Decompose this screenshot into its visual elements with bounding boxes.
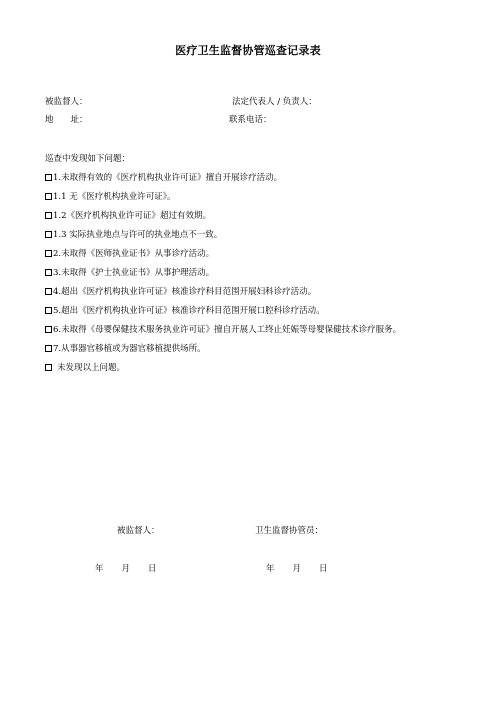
checklist-item-text: 1.2《医疗机构执业许可证》超过有效期。	[53, 211, 212, 221]
checklist-item	[45, 266, 214, 278]
checklist-item-text: 1.3 实际执业地点与许可的执业地点不一致。	[53, 230, 223, 240]
date-day: 日	[148, 564, 157, 574]
checkbox[interactable]	[45, 307, 52, 314]
checklist-item	[45, 304, 325, 316]
checklist-item-text: 7.从事器官移植或为器官移植提供场所。	[53, 344, 206, 354]
checklist-item	[45, 228, 222, 240]
form-title: 医疗卫生监督协管巡查记录表	[175, 44, 321, 57]
supervised-signature-label: 被监督人：	[117, 526, 160, 536]
phone-label: 联系电话：	[229, 115, 272, 125]
checklist-item-text: 1.未取得有效的《医疗机构执业许可证》擅自开展诊疗活动。	[53, 173, 283, 183]
checklist-item-text: 4.超出《医疗机构执业许可证》核准诊疗科目范围开展妇科诊疗活动。	[53, 287, 317, 297]
checklist-item-text: 3.未取得《护士执业证书》从事护理活动。	[53, 268, 215, 278]
date-year: 年	[95, 564, 104, 574]
date-year: 年	[266, 564, 275, 574]
supervised-sign-date	[95, 562, 157, 574]
checklist-item	[45, 209, 211, 221]
legal-representative-label: 法定代表人 / 负责人：	[232, 97, 317, 107]
checkbox[interactable]	[45, 345, 52, 352]
checklist-item-text: 2.未取得《医师执业证书》从事诊疗活动。	[53, 249, 215, 259]
address-label: 地 址：	[45, 115, 88, 125]
checklist-item-text: 未发现以上问题。	[57, 363, 126, 373]
checklist-item-text: 1.1 无《医疗机构执业许可证》。	[53, 192, 176, 202]
checklist-item-no-issue	[45, 361, 125, 373]
checkbox[interactable]	[45, 212, 52, 219]
checklist-item	[45, 342, 206, 354]
checklist-item	[45, 285, 316, 297]
checkbox[interactable]	[45, 288, 52, 295]
checklist-item	[45, 190, 175, 202]
supervised-party-label: 被监督人：	[45, 97, 88, 107]
checklist-item	[45, 171, 282, 183]
checklist-item	[45, 247, 214, 259]
checkbox[interactable]	[45, 250, 52, 257]
checklist-item-text: 6.未取得《母婴保健技术服务执业许可证》擅自开展人工终止妊娠等母婴保健技术诊疗服务。	[53, 325, 402, 335]
checklist-item-text: 5.超出《医疗机构执业许可证》核准诊疗科目范围开展口腔科诊疗活动。	[53, 306, 325, 316]
date-month: 月	[292, 564, 302, 574]
checkbox[interactable]	[45, 231, 52, 238]
date-month: 月	[121, 564, 131, 574]
checklist-item	[45, 323, 401, 335]
checkbox[interactable]	[45, 269, 52, 276]
date-day: 日	[319, 564, 328, 574]
checkbox[interactable]	[45, 364, 52, 371]
checkbox[interactable]	[45, 326, 52, 333]
findings-intro: 巡查中发现如下问题：	[45, 154, 131, 164]
checkbox[interactable]	[45, 193, 52, 200]
inspector-signature-label: 卫生监督协管员：	[255, 526, 324, 536]
checkbox[interactable]	[45, 174, 52, 181]
inspector-sign-date	[266, 562, 328, 574]
